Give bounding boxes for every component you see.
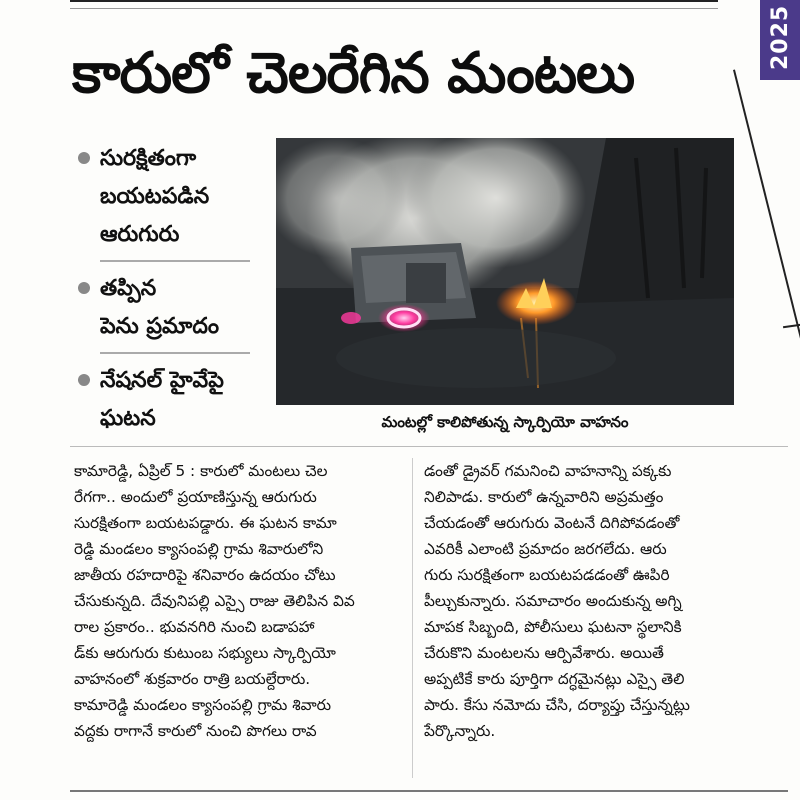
article-line: చేరుకొని మంటలను ఆర్పివేశారు. అయితే [424,644,664,662]
bullet-item [78,362,268,438]
article-line: రెడ్డి మండలం క్యాసంపల్లి గ్రామ శివారులోని [74,540,324,558]
article-line: కామారెడ్డి మండలం క్యాసంపల్లి గ్రామ శివారు [74,696,332,714]
bullet-separator [100,352,250,354]
article-line: నిలిపాడు. కారులో ఉన్నవారిని అప్రమత్తం [424,488,664,506]
top-rule-thin [70,8,718,9]
section-divider [70,446,788,447]
bullet-line: నేషనల్ హైవేపై [100,368,224,393]
bullet-list [78,140,268,438]
article-line: డంతో డ్రైవర్ గమనించి వాహనాన్ని పక్కకు [424,462,672,480]
article-line: గురు సురక్షితంగా బయటపడడంతో ఊపిరి [424,566,670,584]
bullet-item [78,140,268,254]
article-column-right [424,458,764,744]
year-tab [760,0,800,80]
headline: కారులో చెలరేగిన మంటలు [72,41,635,106]
article-line: ఎవరికీ ఎలాంటి ప్రమాదం జరగలేదు. ఆరు [424,540,667,558]
article-line: చేసుకున్నది. దేవునిపల్లి ఎస్సై రాజు తెలిపిన వివ [74,592,355,610]
article-line: సురక్షితంగా బయటపడ్డారు. ఈ ఘటన కామా [74,514,337,532]
column-divider [412,458,413,778]
bullet-line: తప్పిన [100,276,157,301]
article-line: జాతీయ రహదారిపై శనివారం ఉదయం చోటు [74,566,336,584]
bullet-line: ఘటన [100,406,156,431]
bullet-line: సురక్షితంగా [100,146,197,171]
year-label: 2025 [768,4,793,70]
photo-caption: మంటల్లో కాలిపోతున్న స్కార్పియో వాహనం [381,413,629,431]
bullet-dot-icon [78,282,90,294]
column-border-line [733,70,800,342]
bullet-dot-icon [78,374,90,386]
article-line: వాహనంలో శుక్రవారం రాత్రి బయల్దేరారు. [74,670,311,688]
article-line: అప్పటికే కారు పూర్తిగా దగ్ధమైనట్లు ఎస్సై తెలి [424,670,685,688]
bullet-line: బయటపడిన [100,184,210,209]
article-line: మాపక సిబ్బంది, పోలీసులు ఘటనా స్థలానికి [424,618,682,636]
article-line: రాల ప్రకారం.. భువనగిరి నుంచి బడాపహా [74,618,315,636]
article-line: పేర్కొన్నారు. [424,722,496,740]
article-line: వద్దకు రాగానే కారులో నుంచి పొగలు రావ [74,722,317,740]
bullet-separator [100,260,250,262]
bullet-line: ఆరుగురు [100,222,180,247]
article-line: రేగగా.. అందులో ప్రయాణిస్తున్న ఆరుగురు [74,488,317,506]
article-line: కామారెడ్డి, ఏప్రిల్ 5 : కారులో మంటలు చెల [74,462,328,480]
article-line: పారు. కేసు నమోదు చేసి, దర్యాప్తు చేస్తున్నట్లు [424,696,690,714]
article-column-left [74,458,404,744]
burning-car-photo [276,138,734,405]
bullet-item [78,270,268,346]
article-line: డ్‌కు ఆరుగురు కుటుంబ సభ్యులు స్కార్పియో [74,644,336,662]
article-line: పీల్చుకున్నారు. సమాచారం అందుకున్న అగ్ని [424,592,682,610]
article-line: చేయడంతో ఆరుగురు వెంటనే దిగిపోవడంతో [424,514,680,532]
bottom-rule [70,790,788,792]
news-photo [276,138,734,405]
bullet-line: పెను ప్రమాదం [100,314,220,339]
bullet-dot-icon [78,152,90,164]
top-rule [70,0,718,2]
